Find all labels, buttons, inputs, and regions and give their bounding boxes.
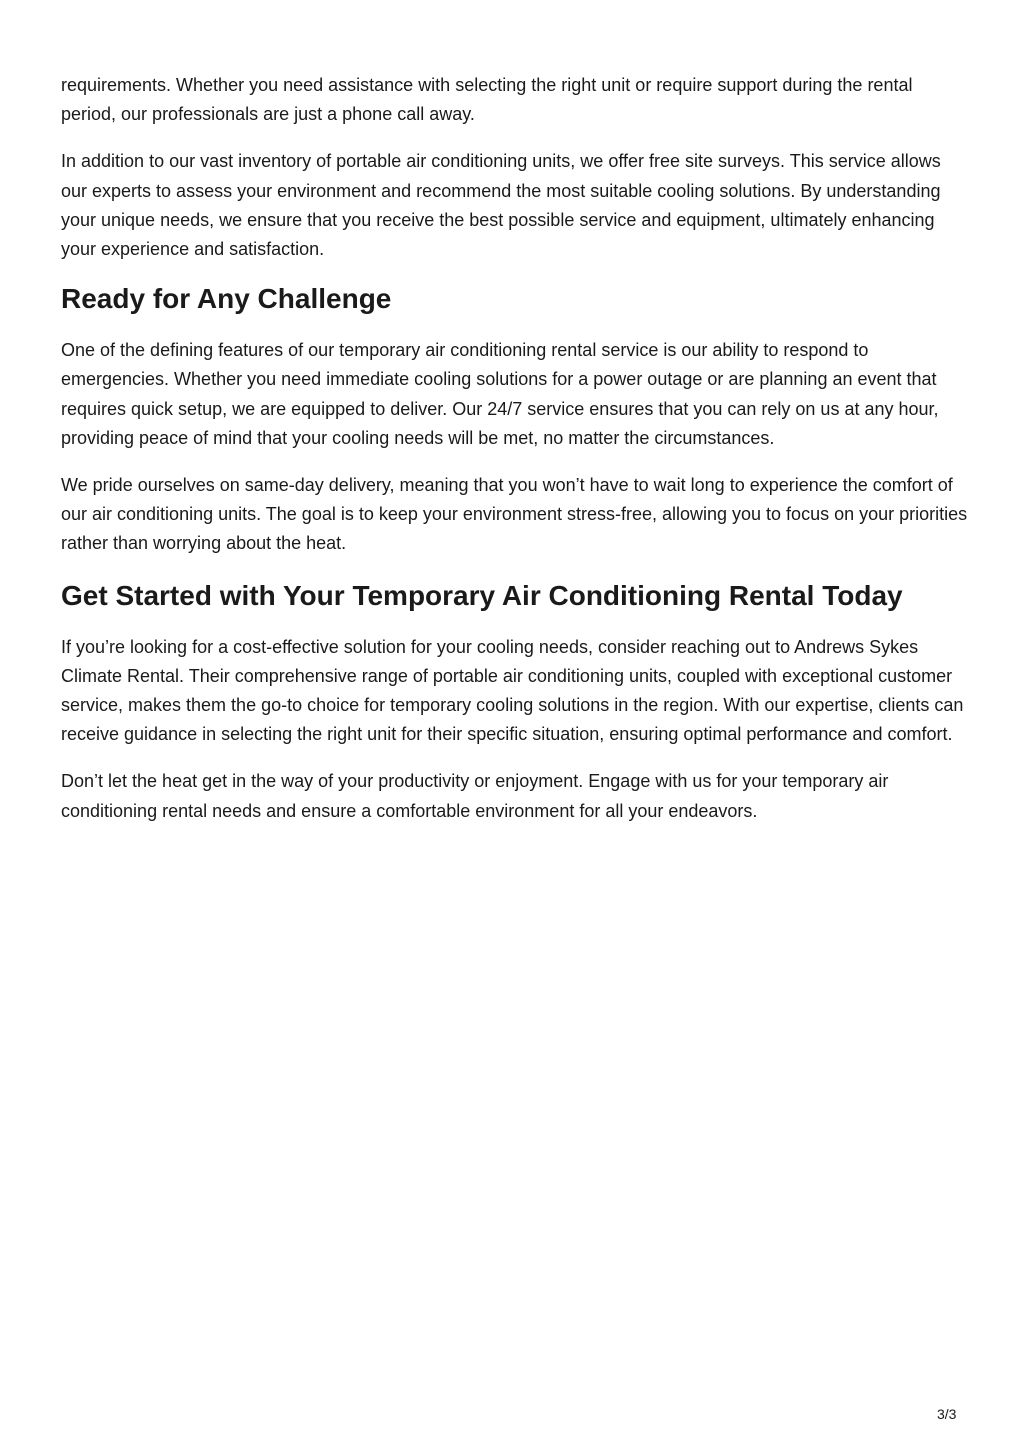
paragraph-same-day-delivery: We pride ourselves on same-day delivery, meaning that you won’t have to wait long to experience the comfort of our air conditioning units. The goal is to keep your environment stress-free, allowing you to focus on your priorities rather than worrying about the heat. <box>61 475 968 554</box>
paragraph-site-surveys: In addition to our vast inventory of portable air conditioning units, we offer free site surveys. This service allows our experts to assess your environment and recommend the most suitable cooling solutions. By understanding your unique needs, we ensure that you receive the best possible service and equipment, ultimately enhancing your experience and satisfaction. <box>61 151 941 260</box>
page-number: 3/3 <box>937 1406 957 1422</box>
paragraph-cost-effective: If you’re looking for a cost-effective solution for your cooling needs, consider reaching out to Andrews Sykes Climate Rental. Their comprehensive range of portable air conditioning units, coupled with exceptional customer service, makes them the go-to choice for temporary cooling solutions in the region. With our expertise, clients can receive guidance in selecting the right unit for their specific situation, ensuring optimal performance and comfort. <box>61 636 964 745</box>
heading-get-started: Get Started with Your Temporary Air Conditioning Rental Today <box>61 579 903 611</box>
heading-ready-for-any-challenge: Ready for Any Challenge <box>61 283 392 315</box>
paragraph-emergencies: One of the defining features of our temporary air conditioning rental service is our ability to respond to emergencies. Whether you need immediate cooling solutions for a power outage or are planning an event that requires quick setup, we are equipped to deliver. Our 24/7 service ensures that you can rely on us at any hour, providing peace of mind that your cooling needs will be met, no matter the circumstances. <box>61 340 939 448</box>
paragraph-closing: Don’t let the heat get in the way of your productivity or enjoyment. Engage with us for your temporary air conditioning rental needs and ensure a comfortable environment for all your endeavors. <box>61 771 889 821</box>
document-body <box>61 71 971 844</box>
paragraph-intro-continued: requirements. Whether you need assistance with selecting the right unit or require support during the rental period, our professionals are just a phone call away. <box>61 75 913 125</box>
